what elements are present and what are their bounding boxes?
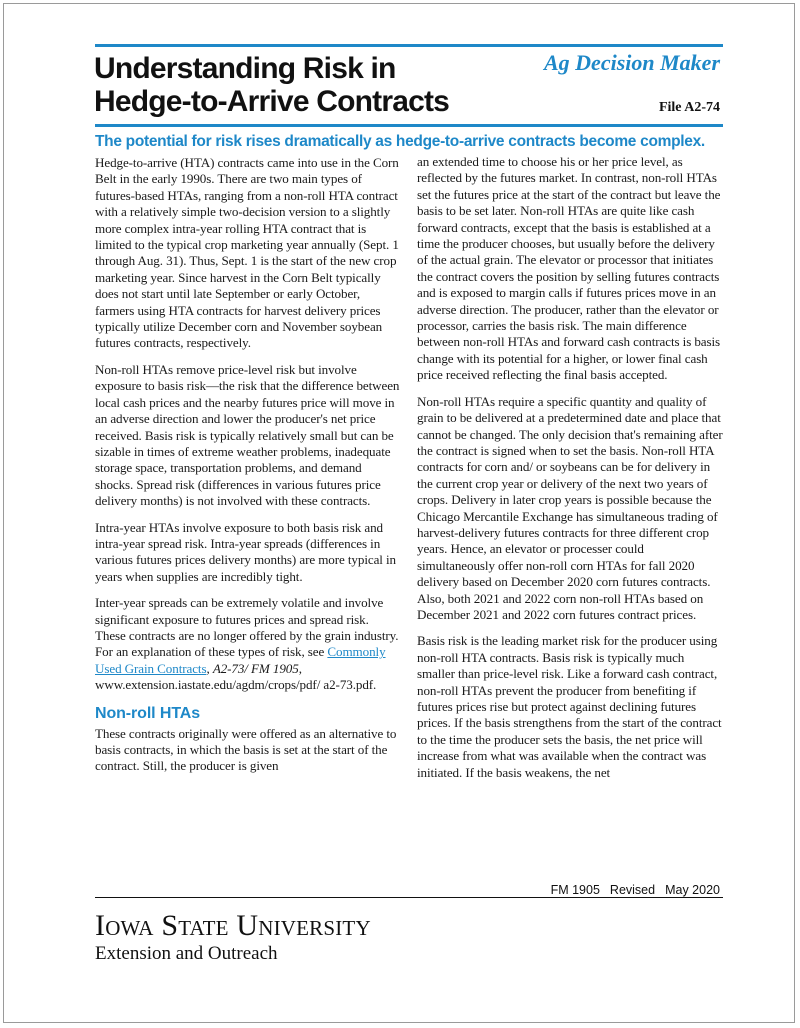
section-heading: Non-roll HTAs xyxy=(95,704,201,722)
paragraph-with-reference xyxy=(95,595,401,693)
header-top-rule xyxy=(95,44,723,47)
paragraph: Basis risk is the leading market risk for the producer using non-roll HTA contracts. Basis risk is typically much smaller than price-level risk. Like a forward cash contract, non-roll HTAs prevent the producer from benefiting if futures prices rise but protect against declining futures prices. If the basis strengthens from the start of the contract to the time the producer sets the basis, the net price will increase from what was available when the contract was initiated. If the basis weakens, the net xyxy=(417,633,722,780)
paragraph: Intra-year HTAs involve exposure to both basis risk and intra-year spread risk. Intra-year spreads (differences in various futures prices delivery months) are more typical in years when supplies are incredibly tight. xyxy=(95,519,396,584)
paragraph: Non-roll HTAs require a specific quantity and quality of grain to be delivered at a predetermined date and place that cannot be changed. The only decision that's remaining after the contract is signed when to set the basis. Non-roll HTA contracts for corn and/ or soybeans can be for delivery in the current crop year or delivery of the next two years of crops. Delivery in later crop years is possible because the Chicago Mercantile Exchange has simultaneous trading of harvest-delivery futures contracts for three different crop years. Hence, an elevator or processer could simultaneously offer non-roll corn HTAs for fall 2020 delivery based on December 2020 corn futures contracts. Also, both 2021 and 2022 corn non-roll HTAs based on December 2021 and 2022 corn futures contract prices. xyxy=(417,393,723,622)
title-line-1: Understanding Risk in xyxy=(94,52,396,85)
footer-rule xyxy=(95,897,723,898)
document-title xyxy=(94,52,534,118)
paragraph: Hedge-to-arrive (HTA) contracts came into use in the Corn Belt in the early 1990s. There are two main types of futures-based HTAs, ranging from a non-roll HTA contract with a relatively simple two-decision version to a slightly more complex intra-year rolling HTA contract that is limited to the typical crop marketing year annually (Sept. 1 through Aug. 31). Thus, Sept. 1 is the start of the new crop marketing year. Since harvest in the Corn Belt typically does not start until late September or early October, farmers using HTA contracts for harvest delivery prices typically utilize December corn and November soybean futures contracts, respectively. xyxy=(95,155,399,351)
paragraph-text: Inter-year spreads can be extremely volatile and involve significant exposure to futures prices and spread risk. These contracts are no longer offered by the grain industry. For an explanation of these types of risk, see xyxy=(95,595,399,660)
publication-info xyxy=(541,883,720,897)
paragraph: These contracts originally were offered as an alternative to basis contracts, in which the basis is set at the start of the contract. Still, the producer is given xyxy=(95,725,397,774)
right-column xyxy=(417,155,723,791)
university-logo-text: Iowa State University xyxy=(95,909,371,942)
title-line-2: Hedge-to-Arrive Contracts xyxy=(94,85,450,118)
revision-status: Revised xyxy=(609,883,656,897)
extension-unit: Extension and Outreach xyxy=(95,943,278,964)
publication-date: May 2020 xyxy=(665,883,720,897)
left-column xyxy=(95,155,401,785)
reference-url: , www.extension.iastate.edu/agdm/crops/pdf/ a2-73.pdf. xyxy=(95,660,377,693)
paragraph-text: , xyxy=(206,660,213,676)
header-bottom-rule xyxy=(95,124,723,127)
reference-code: A2-73/ FM 1905 xyxy=(212,660,299,676)
publication-code: FM 1905 xyxy=(550,883,600,897)
file-number: File A2-74 xyxy=(658,100,720,115)
paragraph: an extended time to choose his or her price level, as reflected by the futures market. In contrast, non-roll HTAs set the futures price at the start of the contract but leave the basis to be set later. Non-roll HTAs are quite like cash forward contracts, except that the basis is established at a time the producer chooses, but usually before the delivery of the actual grain. The elevator or processor that initiates the contract covers the position by selling futures contracts and is exposed to margin calls if futures prices move in an adverse direction. The producer, rather than the elevator or processor, carries the basis risk. The main difference between non-roll HTAs and forward cash contracts is basis change with its potential for a higher, or lower final cash price received reflecting the final basis accepted. xyxy=(417,154,721,383)
document-subtitle: The potential for risk rises dramatically as hedge-to-arrive contracts become complex. xyxy=(95,133,705,150)
grain-contracts-link[interactable]: Commonly Used Grain Contracts xyxy=(95,644,386,676)
series-brand: Ag Decision Maker xyxy=(544,50,720,75)
paragraph: Non-roll HTAs remove price-level risk but involve exposure to basis risk—the risk that the difference between local cash prices and the nearby futures price will move in an adverse direction and lower the producer's net price received. Basis risk is typically relatively small but can be sizable in times of extreme weather problems, inadequate storage space, transportation problems, and demand shocks. Spread risk (differences in various futures price delivery months) is not involved with these contracts. xyxy=(95,361,400,509)
